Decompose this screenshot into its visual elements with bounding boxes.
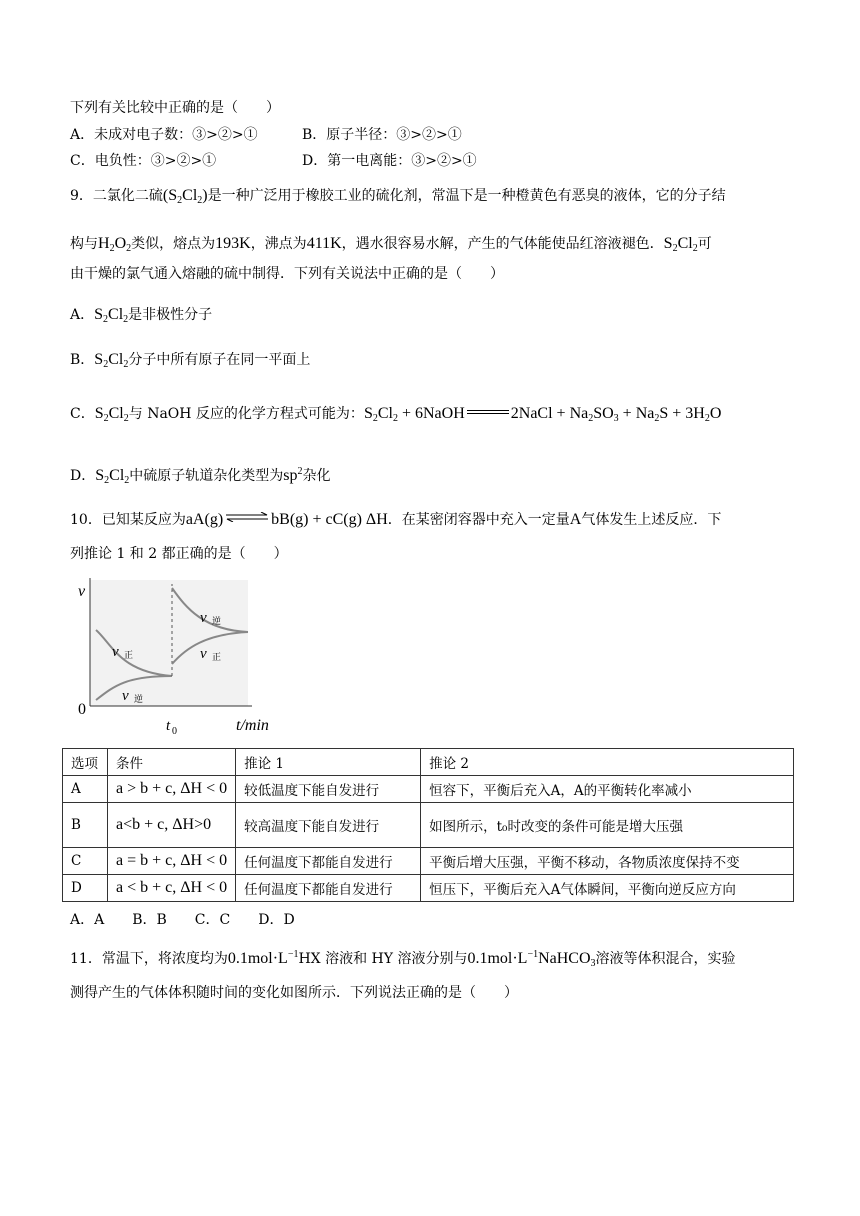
row-inference-2: 如图所示，t₀时改变的条件可能是增大压强 [421, 803, 794, 848]
q11-line-1-c: 溶液等体积混合，实验 [595, 951, 736, 967]
row-inference-1: 任何温度下都能自发进行 [236, 848, 421, 875]
q9-option-a-text: 是非极性分子 [128, 307, 213, 323]
rate-time-graph [76, 574, 286, 740]
t0-label: t [166, 718, 171, 734]
boiling-point: 411K [306, 235, 342, 252]
rev-label-left: 逆 [134, 695, 144, 705]
q9-line-1-a: 9．二氯化二硫 [70, 188, 163, 204]
x-axis-label: t/min [236, 717, 269, 734]
q10-line-1: 10．已知某反应为aA(g) bB(g) + cC(g) ΔH．在某密闭容器中充入一定量A气体发生上述反应．下 [70, 511, 722, 528]
row-inference-2: 恒压下，平衡后充入A气体瞬间，平衡向逆反应方向 [421, 875, 794, 902]
row-inference-2: 恒容下，平衡后充入A，A的平衡转化率减小 [421, 776, 794, 803]
svg-text:v: v [200, 646, 207, 662]
q9-option-d[interactable]: D．$S_2Cl_2$中硫原子轨道杂化类型为$sp^2$杂化 [70, 466, 331, 486]
q8-prompt: 下列有关比较中正确的是（ ） [70, 100, 280, 116]
q10-reaction: aA(g) bB(g) + cC(g) ΔH [185, 511, 388, 528]
row-condition: a<b + c, ΔH>0 [108, 803, 236, 848]
q9-option-d-text-2: 杂化 [302, 468, 331, 484]
row-option: B [63, 803, 108, 848]
reaction-equation: $S_2Cl_2$ + 6NaOH 2NaCl + $Na_2SO_3 + Na_2S + 3H_2O$ [363, 405, 722, 424]
table-header-row [63, 749, 794, 776]
q9-line-2-g: 可 [697, 236, 712, 252]
t0-subscript: 0 [172, 726, 177, 737]
q9-line-1-b: 是一种广泛用于橡胶工业的硫化剂，常温下是一种橙黄色有恶臭的液体，它的分子结 [207, 188, 726, 204]
q9-line-1 [70, 186, 726, 211]
origin-label: 0 [78, 701, 86, 718]
h2o2-formula: $H_2O_2$ [98, 235, 132, 254]
q11-line-1 [70, 945, 736, 974]
row-condition: a > b + c, ΔH < 0 [108, 776, 236, 803]
q9-option-c[interactable]: C．$S_2Cl_2$与 NaOH 反应的化学方程式可能为：$S_2Cl_2$ + 6NaOH 2NaCl + $Na_2SO_3 + Na_2S + 3H_2O$ [70, 405, 722, 424]
row-option: C [63, 848, 108, 875]
q9-option-c-text: 与 NaOH 反应的化学方程式可能为： [128, 406, 364, 422]
table-row [63, 803, 794, 848]
svg-text:v: v [112, 644, 119, 660]
q9-option-b[interactable]: B．$S_2Cl_2$分子中所有原子在同一平面上 [70, 351, 311, 370]
s2cl2-formula: $S_2Cl_2$ [663, 235, 698, 254]
row-inference-1: 较高温度下能自发进行 [236, 803, 421, 848]
header-inference-1: 推论 1 [236, 749, 421, 776]
row-inference-1: 任何温度下都能自发进行 [236, 875, 421, 902]
rev-label-right: 逆 [212, 617, 222, 627]
q10-line-2: 列推论 1 和 2 都正确的是（ ） [70, 546, 288, 562]
concentration-2: $0.1mol\cdot L^{-1}NaHCO_3$ [467, 949, 596, 969]
q11-line-1-a: 11．常温下，将浓度均为 [70, 951, 228, 967]
concentration-1: $0.1mol\cdot L^{-1}$ [227, 949, 299, 967]
q10-line-1-a: 10．已知某反应为 [70, 512, 186, 528]
svg-text:v: v [122, 688, 129, 704]
melting-point: 193K [215, 235, 251, 252]
q8-option-d[interactable]: D．第一电离能：③>②>① [302, 153, 477, 169]
fwd-label-left: 正 [124, 651, 134, 661]
header-option: 选项 [63, 749, 108, 776]
q9-line-2-f: ，遇水很容易水解，产生的气体能使品红溶液褪色． [341, 236, 664, 252]
svg-text:v: v [200, 610, 207, 626]
q9-option-a[interactable]: A．$S_2Cl_2$是非极性分子 [70, 306, 213, 325]
row-inference-2: 平衡后增大压强，平衡不移动，各物质浓度保持不变 [421, 848, 794, 875]
table-row [63, 848, 794, 875]
q11-line-2: 测得产生的气体体积随时间的变化如图所示．下列说法正确的是（ ） [70, 985, 518, 1001]
q9-line-3: 由干燥的氯气通入熔融的硫中制得．下列有关说法中正确的是（ ） [70, 266, 504, 282]
q8-option-b[interactable]: B．原子半径：③>②>① [302, 127, 462, 143]
q9-line-2-a: 构与 [70, 236, 98, 252]
s2cl2-formula: $(S_2Cl_2)$ [162, 187, 208, 206]
row-option: A [63, 776, 108, 803]
q10-answer-options[interactable]: A．A B．B C．C D．D [70, 912, 295, 928]
q9-option-d-text: 中硫原子轨道杂化类型为 [129, 468, 284, 484]
q9-line-2 [70, 234, 712, 259]
row-condition: a < b + c, ΔH < 0 [108, 875, 236, 902]
q10-line-1-c: 气体发生上述反应．下 [581, 512, 722, 528]
fwd-label-right: 正 [212, 653, 222, 663]
row-condition: a = b + c, ΔH < 0 [108, 848, 236, 875]
equilibrium-arrow-icon [225, 512, 269, 522]
conditions-table [62, 748, 794, 902]
q11-line-1-b: HX 溶液和 HY 溶液分别与 [298, 951, 468, 967]
header-condition: 条件 [108, 749, 236, 776]
q9-line-2-b: 类似，熔点为 [131, 236, 216, 252]
q9-option-b-text: 分子中所有原子在同一平面上 [128, 352, 311, 368]
row-option: D [63, 875, 108, 902]
q9-line-2-d: ，沸点为 [250, 236, 307, 252]
q8-option-a[interactable]: A．未成对电子数：③>②>① [70, 127, 258, 143]
q8-option-c[interactable]: C．电负性：③>②>① [70, 153, 217, 169]
row-inference-1: 较低温度下能自发进行 [236, 776, 421, 803]
q10-line-1-b: ．在某密闭容器中充入一定量 [387, 512, 570, 528]
y-axis-label: v [78, 583, 86, 600]
header-inference-2: 推论 2 [421, 749, 794, 776]
table-row [63, 776, 794, 803]
table-row [63, 875, 794, 902]
